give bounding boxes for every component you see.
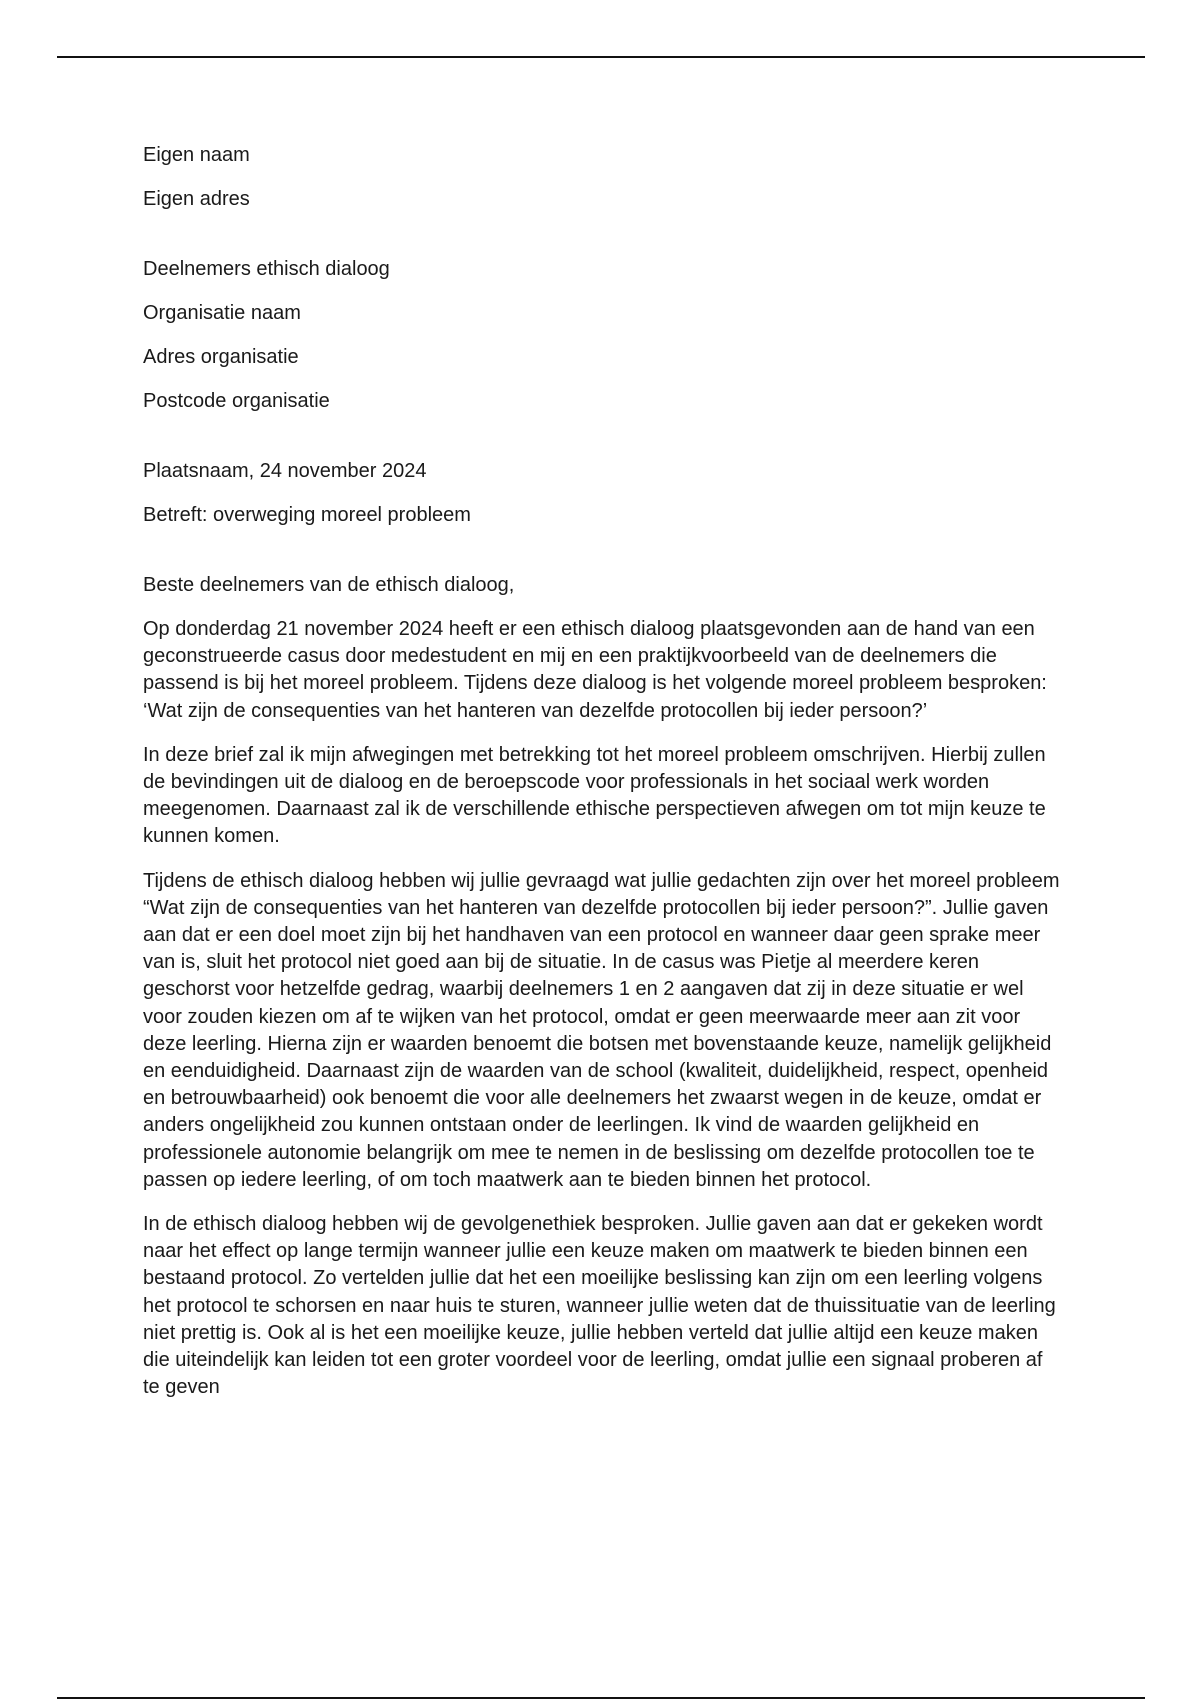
recipient-line-1: Deelnemers ethisch dialoog bbox=[143, 258, 390, 280]
paragraph-3: Tijdens de ethisch dialoog hebben wij jullie gevraagd wat jullie gedachten zijn over het moreel probleem “Wat zijn de consequenties van het hanteren van dezelfde protocollen bij ieder persoon?”. Jullie gaven aan dat er een doel moet zijn bij het handhaven van een protocol en wanneer daar geen sprake meer van is, sluit het protocol niet goed aan bij de situatie. In de casus was Pietje al meerdere keren geschorst voor hetzelfde gedrag, waarbij deelnemers 1 en 2 aangaven dat zij in deze situatie er wel voor zouden kiezen om af te wijken van het protocol, omdat er geen meerwaarde meer aan zit voor deze leerling. Hierna zijn er waarden benoemt die botsen met bovenstaande keuze, namelijk gelijkheid en eenduidigheid. Daarnaast zijn de waarden van de school (kwaliteit, duidelijkheid, respect, openheid en betrouwbaarheid) ook benoemt die voor alle deelnemers het zwaarst wegen in de keuze, omdat er anders ongelijkheid zou kunnen ontstaan onder de leerlingen. Ik vind de waarden gelijkheid en professionele autonomie belangrijk om mee te nemen in de beslissing om dezelfde protocollen toe te passen op iedere leerling, of om toch maatwerk aan te bieden binnen het protocol. bbox=[143, 869, 1060, 1191]
place-date: Plaatsnaam, 24 november 2024 bbox=[143, 460, 427, 482]
recipient-line-4: Postcode organisatie bbox=[143, 390, 330, 412]
recipient-line-3: Adres organisatie bbox=[143, 346, 299, 368]
letter-body bbox=[143, 142, 1063, 1418]
paragraph-2: In deze brief zal ik mijn afwegingen met betrekking tot het moreel probleem omschrijven. Hierbij zullen de bevindingen uit de dialoog en de beroepscode voor professionals in het sociaal werk worden meegenomen. Daarnaast zal ik de verschillende ethische perspectieven afwegen om tot mijn keuze te kunnen komen. bbox=[143, 743, 1046, 848]
sender-name: Eigen naam bbox=[143, 144, 250, 166]
footer-rule bbox=[57, 1697, 1145, 1699]
recipient-line-2: Organisatie naam bbox=[143, 302, 301, 324]
sender-address: Eigen adres bbox=[143, 188, 250, 210]
header-rule bbox=[57, 56, 1145, 58]
paragraph-1: Op donderdag 21 november 2024 heeft er een ethisch dialoog plaatsgevonden aan de hand van een geconstrueerde casus door medestudent en mij en een praktijkvoorbeeld van de deelnemers die passend is bij het moreel probleem. Tijdens deze dialoog is het volgende moreel probleem besproken: ‘Wat zijn de consequenties van het hanteren van dezelfde protocollen bij ieder persoon?’ bbox=[143, 618, 1047, 722]
paragraph-4: In de ethisch dialoog hebben wij de gevolgenethiek besproken. Jullie gaven aan dat er gekeken wordt naar het effect op lange termijn wanneer jullie een keuze maken om maatwerk te bieden binnen een bestaand protocol. Zo vertelden jullie dat het een moeilijke beslissing kan zijn om een leerling volgens het protocol te schorsen en naar huis te sturen, wanneer jullie weten dat de thuissituatie van de leerling niet prettig is. Ook al is het een moeilijke keuze, jullie hebben verteld dat jullie altijd een keuze maken die uiteindelijk kan leiden tot een groter voordeel voor de leerling, omdat jullie een signaal proberen af te geven bbox=[143, 1213, 1056, 1399]
salutation: Beste deelnemers van de ethisch dialoog, bbox=[143, 574, 515, 596]
subject-line: Betreft: overweging moreel probleem bbox=[143, 504, 471, 526]
